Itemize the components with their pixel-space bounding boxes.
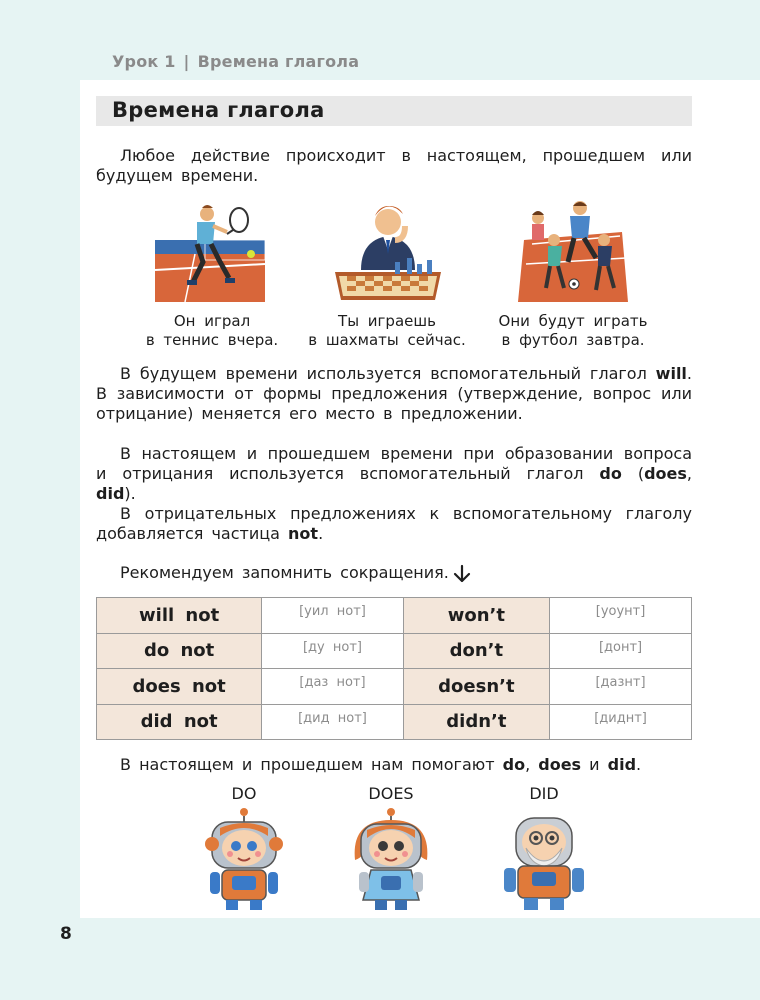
present-text-b: (	[621, 464, 645, 483]
old-robot-icon	[494, 806, 594, 914]
keyword-will: will	[655, 364, 687, 383]
short-form-cell: didn’t	[403, 704, 549, 740]
table-row	[97, 704, 692, 740]
football-players-illustration	[518, 200, 628, 302]
keyword-does: does	[644, 464, 687, 483]
short-form-cell: don’t	[403, 633, 549, 669]
table-row	[97, 633, 692, 669]
caption-future	[488, 312, 658, 350]
caption-present-line2: в шахматы сейчас.	[308, 331, 466, 349]
caption-past	[127, 312, 297, 350]
short-transcription-cell: [диднт]	[550, 704, 692, 740]
tennis-player-illustration	[155, 200, 265, 302]
full-transcription-cell: [даз нот]	[262, 669, 403, 705]
robot-label-does: DOES	[368, 784, 414, 803]
helpers-text-d: .	[636, 755, 642, 774]
negation-text-b: .	[318, 524, 324, 543]
lesson-topic: Времена глагола	[197, 52, 360, 71]
helper-did: did	[607, 755, 637, 774]
future-text-a: В будущем времени используется вспомогательный глагол	[120, 364, 656, 383]
negation-text-a: В отрицательных предложениях к вспомогательному глаголу добавляется частица	[96, 504, 692, 543]
full-form-cell: does not	[97, 669, 262, 705]
keyword-did: did	[96, 484, 125, 503]
helpers-line	[96, 755, 692, 775]
full-form-cell: did not	[97, 704, 262, 740]
header-separator: |	[183, 52, 190, 71]
full-transcription-cell: [ду нот]	[262, 633, 403, 669]
recommend-text: Рекомендуем запомнить сокращения.	[120, 563, 449, 582]
helper-do: do	[502, 755, 526, 774]
future-tense-paragraph	[96, 364, 692, 424]
arrow-down-icon	[453, 564, 471, 584]
intro-paragraph	[96, 146, 692, 186]
intro-text: Любое действие происходит в настоящем, прошедшем или будущем времени.	[96, 146, 692, 185]
girl-robot-icon	[341, 806, 441, 914]
helpers-text-a: В настоящем и прошедшем нам помогают	[120, 755, 503, 774]
table-row	[97, 598, 692, 634]
short-transcription-cell: [дазнт]	[550, 669, 692, 705]
present-past-paragraph	[96, 444, 692, 504]
negation-paragraph	[96, 504, 692, 544]
full-form-cell: do not	[97, 633, 262, 669]
full-transcription-cell: [уил нот]	[262, 598, 403, 634]
keyword-not: not	[288, 524, 319, 543]
full-form-cell: will not	[97, 598, 262, 634]
lesson-number: Урок 1	[112, 52, 176, 71]
helpers-text-c: и	[581, 755, 608, 774]
section-title-bar	[96, 96, 692, 126]
short-form-cell: doesn’t	[403, 669, 549, 705]
chess-player-illustration	[333, 200, 443, 302]
recommend-line	[96, 563, 692, 584]
present-text-c: ,	[686, 464, 692, 483]
helper-does: does	[538, 755, 582, 774]
present-text-d: ).	[124, 484, 136, 503]
page-number: 8	[60, 924, 72, 944]
helpers-text-b: ,	[525, 755, 539, 774]
caption-present-line1: Ты играешь	[338, 312, 436, 330]
caption-future-line2: в футбол завтра.	[501, 331, 645, 349]
lesson-header	[112, 52, 359, 71]
present-text-a: В настоящем и прошедшем времени при образовании вопроса и отрицания используется вспомогательный глагол	[96, 444, 692, 483]
boy-robot-icon	[194, 806, 294, 914]
short-transcription-cell: [донт]	[550, 633, 692, 669]
future-text-b: . В зависимости от формы предложения (утверждение, вопрос или отрицание) меняется его место в предложении.	[96, 364, 692, 423]
robot-label-did: DID	[529, 784, 559, 803]
full-transcription-cell: [дид нот]	[262, 704, 403, 740]
short-transcription-cell: [уоунт]	[550, 598, 692, 634]
short-form-cell: won’t	[403, 598, 549, 634]
caption-past-line2: в теннис вчера.	[145, 331, 279, 349]
section-title: Времена глагола	[112, 98, 325, 122]
caption-future-line1: Они будут играть	[498, 312, 648, 330]
caption-present	[302, 312, 472, 350]
contractions-table	[96, 597, 692, 740]
keyword-do: do	[599, 464, 622, 483]
table-row	[97, 669, 692, 705]
robot-label-do: DO	[231, 784, 257, 803]
caption-past-line1: Он играл	[173, 312, 251, 330]
